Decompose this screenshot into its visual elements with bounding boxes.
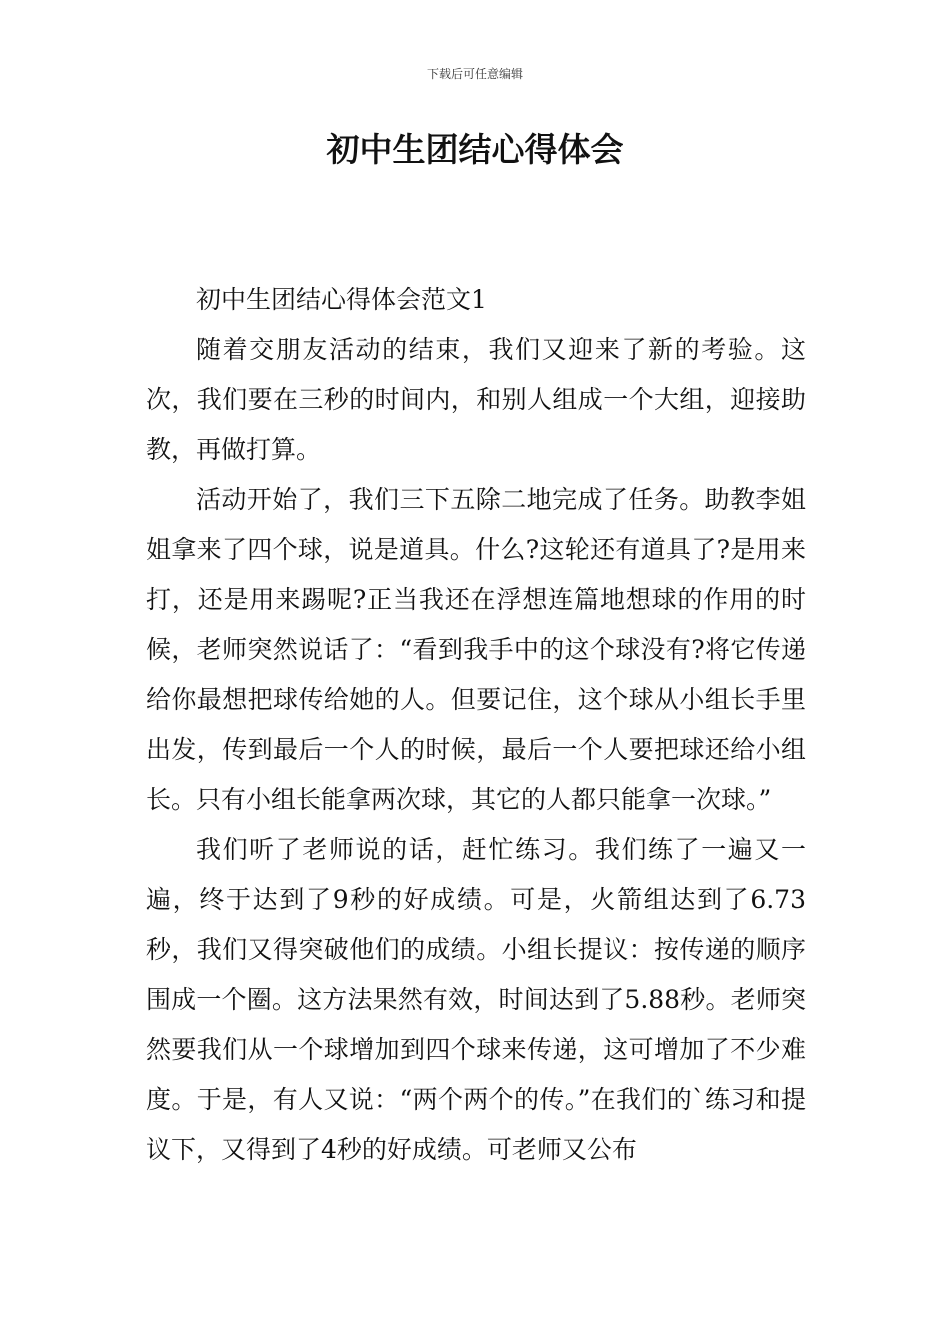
paragraph: 活动开始了，我们三下五除二地完成了任务。助教李姐姐拿来了四个球，说是道具。什么?这轮还有道具了?是用来打，还是用来踢呢?正当我还在浮想连篇地想球的作用的时候，老师突然说话了：“看到我手中的这个球没有?将它传递给你最想把球传给她的人。但要记住，这个球从小组长手里出发，传到最后一个人的时候，最后一个人要把球还给小组长。只有小组长能拿两次球，其它的人都只能拿一次球。” <box>146 485 806 814</box>
header-note: 下载后可任意编辑 <box>426 67 523 81</box>
paragraph: 我们听了老师说的话，赶忙练习。我们练了一遍又一遍，终于达到了9秒的好成绩。可是，火箭组达到了6.73秒，我们又得突破他们的成绩。小组长提议：按传递的顺序围成一个圈。这方法果然有效，时间达到了5.88秒。老师突然要我们从一个球增加到四个球来传递，这可增加了不少难度。于是，有人又说：“两个两个的传。”在我们的`练习和提议下，又得到了4秒的好成绩。可老师又公布 <box>146 835 806 1164</box>
document-title: 初中生团结心得体会 <box>326 130 624 169</box>
section-heading: 初中生团结心得体会范文1 <box>196 285 487 314</box>
document-body <box>146 275 806 1175</box>
paragraph: 随着交朋友活动的结束，我们又迎来了新的考验。这次，我们要在三秒的时间内，和别人组成一个大组，迎接助教，再做打算。 <box>146 335 806 464</box>
